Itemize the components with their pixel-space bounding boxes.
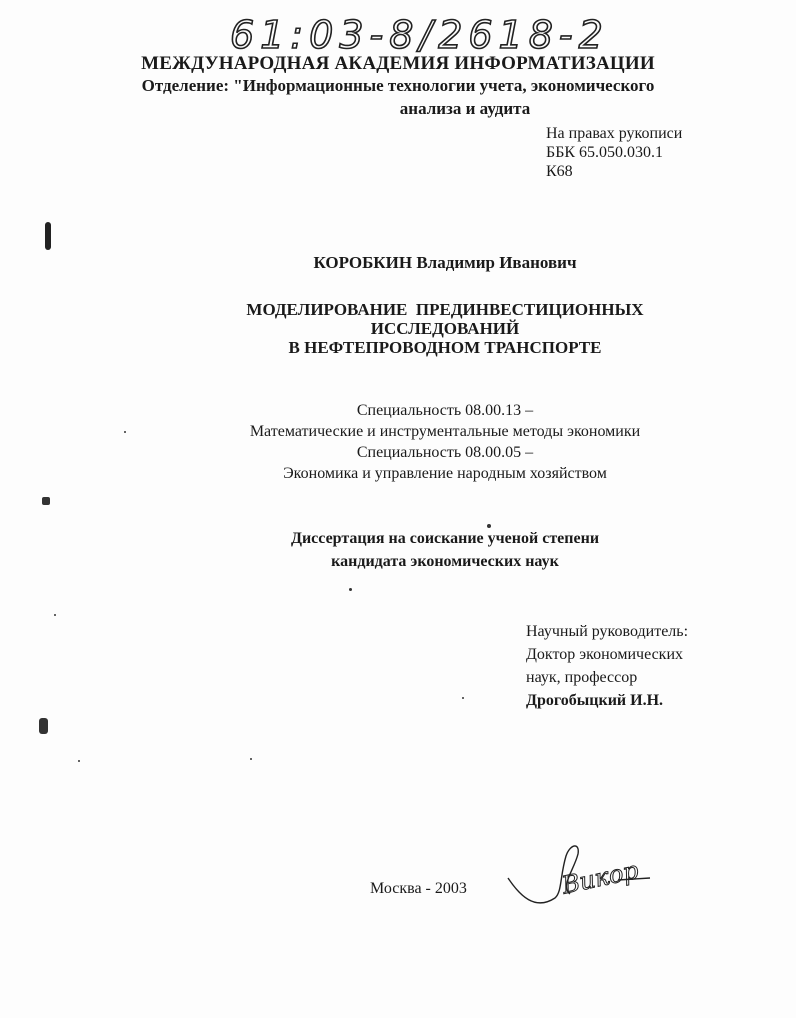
scan-speck (250, 758, 252, 760)
scan-mark (39, 718, 48, 734)
author-mark: К68 (546, 163, 573, 180)
academy-name: МЕЖДУНАРОДНАЯ АКАДЕМИЯ ИНФОРМАТИЗАЦИИ (141, 53, 655, 74)
city-year: Москва - 2003 (370, 880, 467, 897)
author-surname: КОРОБКИН (313, 253, 413, 272)
scan-speck (462, 697, 464, 699)
degree-line: Диссертация на соискание ученой степени (290, 530, 600, 547)
specialty-block (0, 400, 796, 484)
signature (500, 836, 660, 916)
specialty-line: Специальность 08.00.05 – (356, 444, 534, 461)
degree-line: кандидата экономических наук (331, 553, 559, 570)
bbk-code: ББК 65.050.030.1 (546, 144, 664, 161)
title-line: ИССЛЕДОВАНИЙ (370, 319, 520, 338)
handwritten-code-text: 61:03-8/2618-2 (230, 13, 609, 57)
scan-mark (42, 497, 50, 505)
scan-speck (54, 614, 56, 616)
specialty-line: Математические и инструментальные методы экономики (249, 423, 641, 440)
scan-speck (349, 588, 352, 591)
supervisor-name: Дрогобыцкий И.Н. (526, 692, 664, 709)
author-given-names: Владимир Иванович (416, 253, 577, 272)
supervisor-line: Доктор экономических (526, 646, 684, 663)
rights-block (546, 124, 682, 181)
supervisor-line: Научный руководитель: (526, 623, 689, 640)
scan-mark (45, 222, 51, 250)
title-line: МОДЕЛИРОВАНИЕ ПРЕДИНВЕСТИЦИОННЫХ (246, 300, 644, 319)
signature-text: Викор (559, 856, 641, 900)
title-line: В НЕФТЕПРОВОДНОМ ТРАНСПОРТЕ (288, 338, 602, 357)
scan-speck (124, 431, 126, 433)
supervisor-block (526, 620, 688, 712)
scan-speck (78, 760, 80, 762)
dissertation-degree (0, 527, 796, 573)
author-name (0, 253, 796, 273)
supervisor-line: наук, профессор (526, 669, 638, 686)
specialty-line: Экономика и управление народным хозяйством (283, 465, 607, 482)
rights-line: На правах рукописи (546, 125, 683, 142)
department-line-1: Отделение: "Информационные технологии учета, экономического (141, 76, 655, 95)
specialty-line: Специальность 08.00.13 – (356, 402, 534, 419)
scan-speck (487, 524, 491, 528)
dissertation-title (0, 300, 796, 357)
department-line-2: анализа и аудита (399, 99, 531, 118)
